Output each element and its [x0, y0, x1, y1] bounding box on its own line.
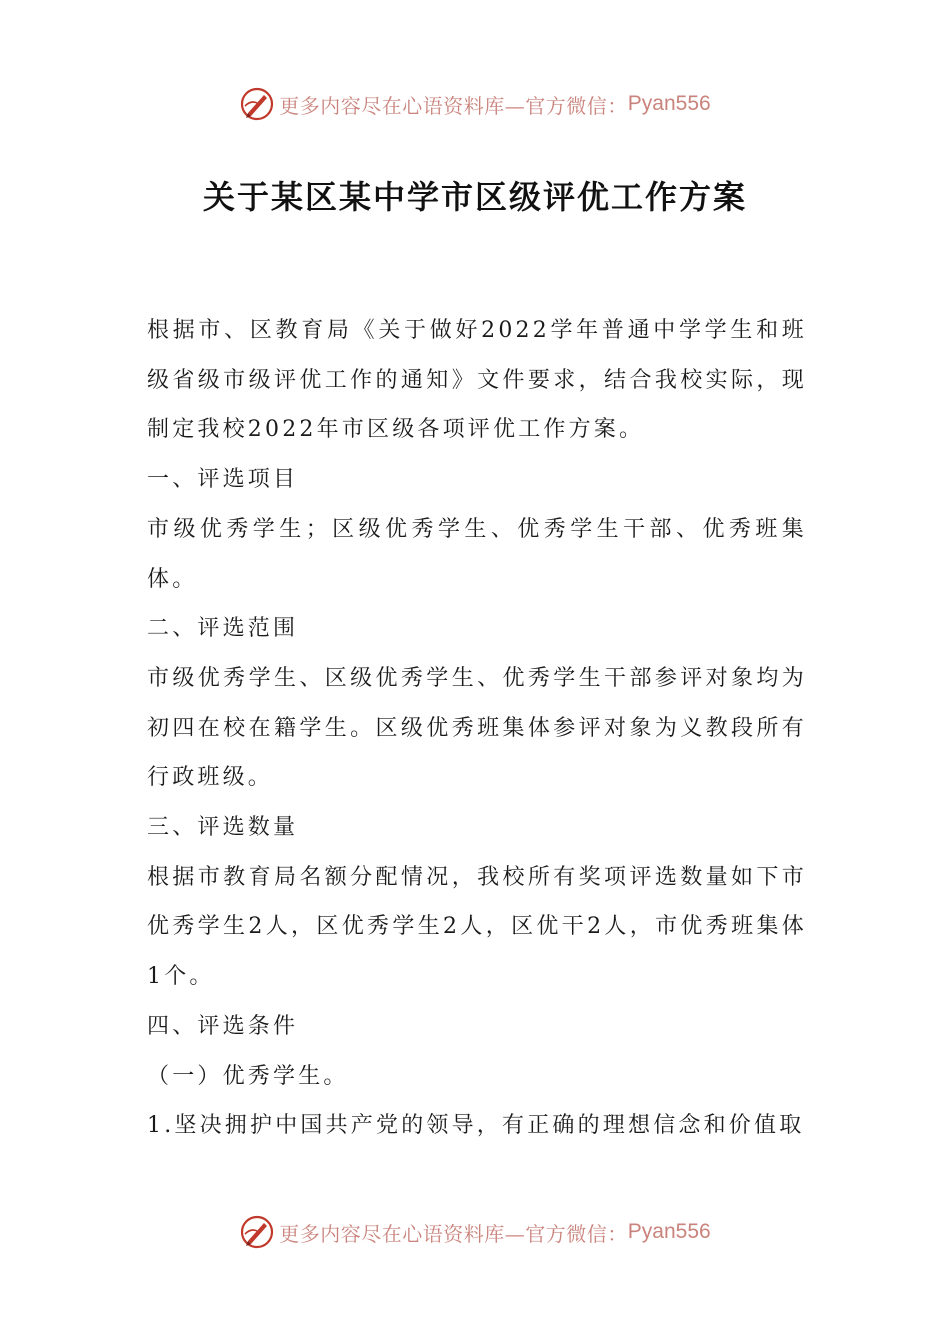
- list-item-1: 1.坚决拥护中国共产党的领导，有正确的理想信念和价值取: [147, 1113, 805, 1139]
- footer-watermark-banner: [0, 1208, 950, 1256]
- section-3-text: 根据市教育局名额分配情况，我校所有奖项评选数量如下市优秀学生2人，区优秀学生2人，区优干2人，市优秀班集体1个。: [147, 864, 807, 990]
- wechat-id: Pyan556: [627, 1220, 711, 1243]
- watermark-text: 更多内容尽在心语资料库—官方微信：: [279, 1221, 628, 1246]
- section-heading-4: 四、评选条件: [147, 1013, 299, 1039]
- document-title: 关于某区某中学市区级评优工作方案: [202, 178, 747, 216]
- header-watermark-banner: [0, 80, 950, 128]
- pen-logo-icon: [239, 86, 275, 122]
- section-heading-2: 二、评选范围: [147, 616, 299, 642]
- document-body: [147, 306, 807, 1151]
- subsection-heading: （一）优秀学生。: [147, 1063, 349, 1089]
- wechat-id: Pyan556: [627, 92, 711, 115]
- section-2-text: 市级优秀学生、区级优秀学生、优秀学生干部参评对象均为初四在校在籍学生。区级优秀班集体参评对象为义教段所有行政班级。: [147, 665, 807, 791]
- section-1-text: 市级优秀学生；区级优秀学生、优秀学生干部、优秀班集体。: [147, 516, 807, 592]
- pen-logo-icon: [239, 1214, 275, 1250]
- watermark-text: 更多内容尽在心语资料库—官方微信：: [279, 93, 628, 118]
- intro-paragraph: 根据市、区教育局《关于做好2022学年普通中学学生和班级省级市级评优工作的通知》文件要求，结合我校实际，现制定我校2022年市区级各项评优工作方案。: [147, 318, 807, 443]
- section-heading-1: 一、评选项目: [147, 467, 299, 493]
- section-heading-3: 三、评选数量: [147, 815, 299, 841]
